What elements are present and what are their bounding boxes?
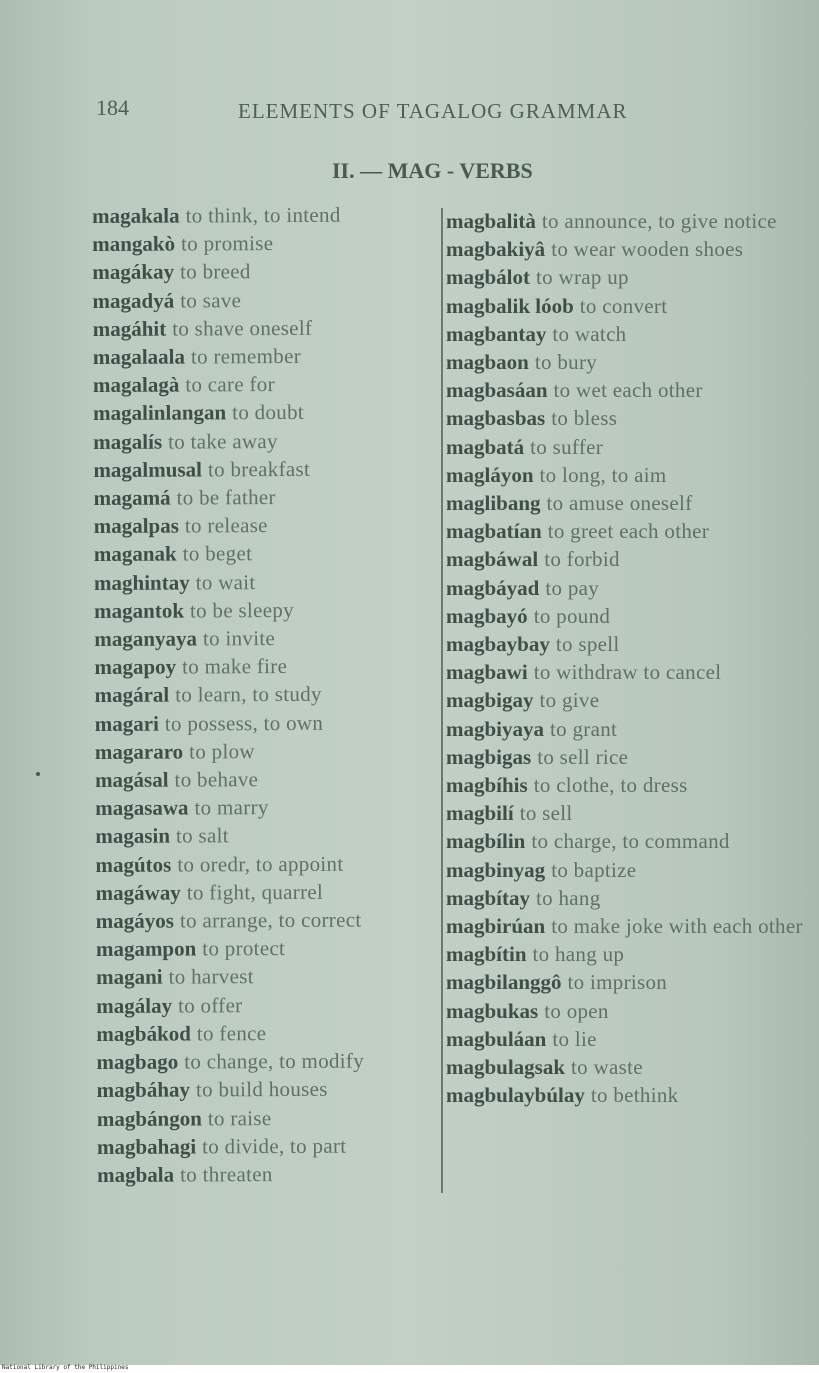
page-number: 184: [96, 95, 129, 120]
section-title: II. — MAG - VERBS: [332, 158, 533, 183]
vocabulary-entry: [92, 257, 432, 287]
entry-gloss: to fight, quarrel: [186, 879, 324, 905]
entry-term: magútos: [95, 852, 172, 877]
entry-term: magapoy: [94, 654, 177, 680]
entry-gloss: to be father: [176, 485, 276, 510]
entry-term: magasawa: [95, 795, 189, 821]
entry-gloss: to make fire: [182, 654, 288, 679]
entry-gloss: to withdraw to cancel: [533, 660, 722, 685]
entry-gloss: to release: [184, 513, 268, 538]
entry-term: magbaon: [446, 350, 529, 375]
entry-term: magbalità: [446, 209, 536, 233]
entry-gloss: to give: [539, 688, 600, 713]
vocabulary-entry: [93, 482, 433, 512]
vocabulary-entry: [94, 623, 434, 653]
entry-term: magásal: [94, 767, 169, 793]
entry-gloss: to shave oneself: [172, 315, 313, 341]
entry-gloss: to pound: [533, 603, 611, 628]
vocabulary-entry: [446, 292, 806, 320]
vocabulary-entry: [446, 884, 806, 912]
vocabulary-entry: [446, 574, 806, 602]
vocabulary-entry: [446, 207, 806, 235]
entry-term: magbálot: [446, 265, 530, 290]
vocabulary-entry: [446, 235, 806, 263]
entry-term: magbíhis: [446, 773, 528, 798]
entry-gloss: to fence: [196, 1020, 267, 1046]
entry-gloss: to spell: [555, 632, 620, 657]
vocabulary-entry: [96, 1018, 436, 1048]
footer-credit: National Library of the Philippines: [2, 1364, 129, 1371]
entry-term: magáhit: [92, 316, 167, 341]
entry-term: magbáwal: [446, 547, 539, 572]
vocabulary-entry: [446, 545, 806, 573]
vocabulary-entry: [97, 1159, 437, 1189]
entry-gloss: to learn, to study: [175, 682, 322, 708]
vocabulary-entry: [92, 200, 432, 230]
entry-gloss: to change, to modify: [184, 1048, 365, 1074]
vocabulary-entry: [446, 376, 806, 404]
vocabulary-entry: [446, 856, 806, 884]
entry-term: magasin: [95, 824, 171, 849]
entry-term: magbulaybúlay: [446, 1083, 585, 1108]
entry-term: magadyá: [92, 288, 175, 313]
entry-gloss: to remember: [190, 343, 302, 369]
entry-gloss: to build houses: [195, 1077, 328, 1102]
entry-gloss: to divide, to part: [202, 1133, 347, 1159]
vocabulary-entry: [446, 771, 806, 799]
vocabulary-entry: [93, 398, 433, 428]
entry-term: magáral: [94, 683, 170, 708]
vocabulary-entry: [446, 602, 806, 630]
entry-term: magbinyag: [446, 857, 546, 882]
entry-term: magbigas: [446, 744, 532, 769]
entry-gloss: to imprison: [567, 970, 668, 995]
entry-gloss: to think, to intend: [185, 202, 341, 228]
entry-gloss: to wrap up: [536, 265, 629, 290]
vocabulary-entry: [446, 320, 806, 348]
vocabulary-entry: [96, 1046, 436, 1076]
vocabulary-entry: [95, 821, 435, 851]
footer-credit-bar: [0, 1365, 819, 1373]
entry-gloss: to beget: [182, 541, 253, 566]
entry-gloss: to bury: [534, 350, 598, 375]
entry-gloss: to announce, to give notice: [541, 209, 777, 233]
vocabulary-entry: [94, 510, 434, 540]
vocabulary-entry: [446, 940, 806, 968]
entry-gloss: to save: [180, 287, 242, 313]
entry-term: magakala: [92, 203, 180, 228]
vocabulary-entry: [92, 228, 432, 258]
entry-term: magbakiyâ: [446, 237, 546, 262]
entry-gloss: to bless: [551, 406, 618, 431]
entry-term: magbílin: [446, 829, 526, 854]
vocabulary-entry: [95, 764, 435, 794]
vocabulary-entry: [446, 968, 806, 996]
entry-term: magbatían: [446, 519, 542, 544]
left-vocabulary-column: [92, 200, 437, 1189]
entry-term: magbiyaya: [446, 716, 545, 741]
vocabulary-entry: [446, 404, 806, 432]
vocabulary-entry: [94, 567, 434, 597]
entry-gloss: to plow: [189, 739, 255, 764]
entry-gloss: to greet each other: [547, 519, 710, 544]
vocabulary-entry: [446, 658, 806, 686]
vocabulary-entry: [446, 489, 806, 517]
entry-term: magalpas: [93, 513, 179, 539]
entry-term: magáyos: [95, 908, 174, 934]
vocabulary-entry: [94, 651, 434, 681]
entry-gloss: to wet each other: [553, 378, 703, 403]
entry-term: magbala: [97, 1162, 175, 1187]
vocabulary-entry: [94, 539, 434, 569]
entry-term: magbilí: [446, 801, 514, 826]
vocabulary-entry: [92, 285, 432, 315]
vocabulary-entry: [446, 1081, 806, 1109]
running-head: ELEMENTS OF TAGALOG GRAMMAR: [238, 99, 628, 123]
entry-gloss: to convert: [579, 293, 668, 318]
entry-term: magbasáan: [446, 378, 548, 403]
vocabulary-entry: [94, 595, 434, 625]
vocabulary-entry: [446, 517, 806, 545]
vocabulary-entry: [96, 933, 436, 963]
entry-gloss: to be sleepy: [189, 597, 294, 623]
entry-term: magararo: [94, 739, 184, 764]
entry-term: magbáhay: [96, 1077, 191, 1103]
entry-gloss: to arrange, to correct: [179, 907, 362, 933]
entry-term: magbasbas: [446, 406, 546, 431]
vocabulary-entry: [96, 905, 436, 935]
entry-gloss: to grant: [550, 716, 618, 741]
entry-term: magbítay: [446, 885, 530, 910]
vocabulary-entry: [446, 263, 806, 291]
entry-term: magbángon: [96, 1105, 202, 1131]
entry-term: magbawi: [446, 660, 528, 685]
vocabulary-entry: [96, 877, 436, 907]
column-divider: [441, 208, 443, 1193]
entry-gloss: to oredr, to appoint: [177, 851, 344, 877]
entry-term: magampon: [95, 936, 197, 962]
entry-term: magbantay: [446, 321, 547, 346]
entry-term: magbigay: [446, 688, 534, 713]
entry-gloss: to suffer: [530, 434, 604, 459]
vocabulary-entry: [446, 827, 806, 855]
entry-term: maganak: [93, 541, 177, 567]
entry-term: magalís: [93, 429, 163, 454]
vocabulary-entry: [97, 1103, 437, 1133]
vocabulary-entry: [95, 680, 435, 710]
vocabulary-entry: [96, 990, 436, 1020]
entry-gloss: to promise: [181, 231, 274, 256]
entry-gloss: to bethink: [590, 1083, 679, 1108]
vocabulary-entry: [446, 1025, 806, 1053]
right-vocabulary-column: [446, 207, 806, 1110]
entry-gloss: to forbid: [544, 547, 620, 572]
entry-gloss: to salt: [175, 823, 229, 849]
vocabulary-entry: [93, 369, 433, 399]
entry-term: magbulagsak: [446, 1055, 566, 1080]
entry-gloss: to pay: [545, 575, 600, 600]
vocabulary-entry: [93, 313, 433, 343]
entry-term: magbago: [96, 1049, 179, 1075]
entry-term: magálay: [96, 993, 173, 1018]
entry-gloss: to baptize: [551, 857, 637, 882]
entry-gloss: to raise: [207, 1105, 272, 1130]
entry-gloss: to sell: [519, 801, 573, 826]
entry-gloss: to threaten: [180, 1161, 273, 1187]
vocabulary-entry: [446, 433, 806, 461]
entry-term: magákay: [92, 259, 175, 285]
vocabulary-entry: [446, 348, 806, 376]
vocabulary-entry: [95, 849, 435, 879]
vocabulary-entry: [97, 1075, 437, 1105]
vocabulary-entry: [96, 962, 436, 992]
entry-term: maglibang: [446, 491, 541, 516]
vocabulary-entry: [446, 997, 806, 1025]
entry-gloss: to marry: [194, 795, 269, 820]
vocabulary-entry: [446, 743, 806, 771]
entry-gloss: to care for: [185, 372, 275, 397]
entry-gloss: to watch: [552, 321, 627, 346]
vocabulary-entry: [93, 426, 433, 456]
entry-term: magalinlangan: [93, 400, 227, 426]
entry-gloss: to harvest: [168, 964, 254, 990]
entry-term: magbítin: [446, 942, 527, 967]
entry-term: maghintay: [93, 570, 190, 595]
vocabulary-entry: [446, 912, 806, 940]
entry-gloss: to amuse oneself: [546, 491, 693, 516]
vocabulary-entry: [446, 461, 806, 489]
entry-gloss: to open: [544, 998, 609, 1023]
entry-gloss: to protect: [202, 936, 286, 961]
entry-term: mangakò: [92, 231, 176, 257]
entry-term: magbalik lóob: [446, 293, 574, 318]
entry-gloss: to breakfast: [207, 456, 311, 482]
vocabulary-entry: [95, 708, 435, 738]
print-speck: [36, 772, 40, 776]
entry-term: magbukas: [446, 998, 539, 1023]
entry-term: magbuláan: [446, 1026, 547, 1051]
entry-gloss: to behave: [174, 767, 259, 792]
entry-gloss: to take away: [168, 428, 278, 454]
entry-gloss: to invite: [202, 626, 276, 651]
vocabulary-entry: [446, 715, 806, 743]
entry-term: magari: [94, 711, 159, 736]
entry-term: magani: [95, 965, 163, 990]
entry-term: maganyaya: [94, 626, 198, 652]
entry-gloss: to wear wooden shoes: [551, 237, 744, 262]
entry-term: magalaala: [92, 344, 186, 370]
entry-gloss: to waste: [571, 1055, 643, 1080]
entry-term: magláyon: [446, 462, 534, 487]
entry-gloss: to wait: [195, 569, 256, 595]
vocabulary-entry: [446, 630, 806, 658]
vocabulary-entry: [95, 736, 435, 766]
entry-gloss: to clothe, to dress: [533, 773, 688, 798]
entry-gloss: to offer: [177, 992, 243, 1018]
vocabulary-entry: [93, 341, 433, 371]
entry-term: magbaybay: [446, 632, 550, 657]
entry-gloss: to hang up: [532, 942, 625, 967]
vocabulary-entry: [446, 799, 806, 827]
entry-term: magbahagi: [96, 1134, 197, 1159]
entry-gloss: to possess, to own: [164, 710, 324, 736]
entry-gloss: to sell rice: [537, 744, 629, 769]
entry-term: magbákod: [96, 1021, 191, 1046]
entry-term: magbirúan: [446, 914, 546, 939]
entry-term: magbilanggô: [446, 970, 562, 995]
entry-term: magbatá: [446, 434, 525, 459]
entry-term: magbáyad: [446, 575, 540, 600]
vocabulary-entry: [446, 1053, 806, 1081]
entry-gloss: to charge, to command: [531, 829, 730, 854]
vocabulary-entry: [446, 686, 806, 714]
entry-gloss: to lie: [552, 1026, 597, 1051]
vocabulary-entry: [95, 792, 435, 822]
entry-gloss: to hang: [536, 885, 601, 910]
entry-term: magalmusal: [93, 457, 202, 482]
entry-term: magantok: [94, 598, 185, 623]
entry-term: magbayó: [446, 603, 528, 628]
entry-gloss: to long, to aim: [539, 462, 667, 487]
entry-term: magamá: [93, 485, 171, 511]
entry-term: magáway: [95, 880, 181, 905]
entry-gloss: to breed: [179, 259, 251, 284]
vocabulary-entry: [93, 454, 433, 484]
vocabulary-entry: [97, 1131, 437, 1161]
entry-gloss: to make joke with each other: [551, 914, 803, 939]
entry-gloss: to doubt: [232, 400, 305, 425]
entry-term: magalagà: [92, 372, 180, 398]
